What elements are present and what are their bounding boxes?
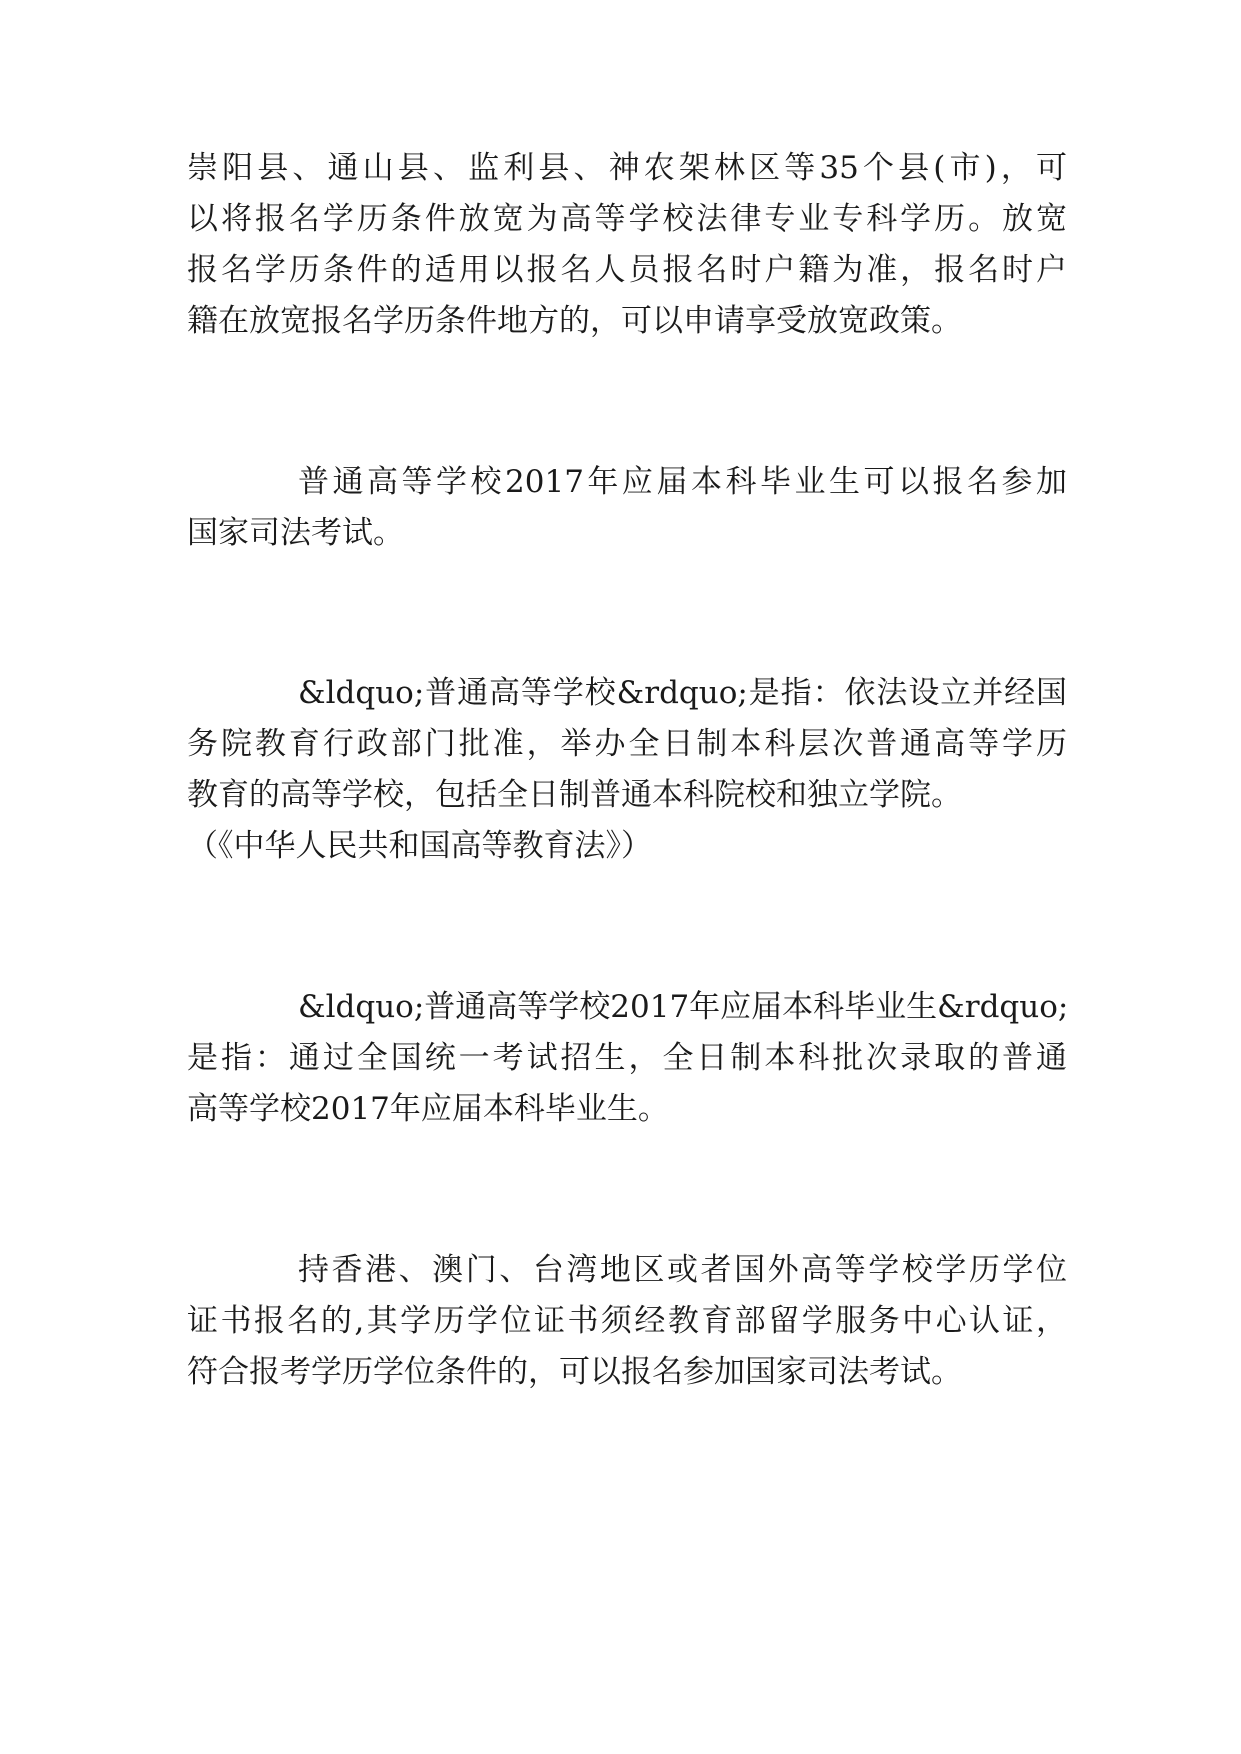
paragraph-4-line-1: &ldquo;普通高等学校2017年应届本科毕业生&rdquo;: [298, 989, 1069, 1025]
paragraph-5-line-2: 证书报名的,其学历学位证书须经教育部留学服务中心认证，: [187, 1303, 1067, 1339]
paragraph-3-line-3: 教育的高等学校，包括全日制普通本科院校和独立学院。: [187, 777, 962, 813]
paragraph-1-line-1: 崇阳县、通山县、监利县、神农架林区等35个县(市)，可: [187, 150, 1067, 186]
paragraph-5-line-1: 持香港、澳门、台湾地区或者国外高等学校学历学位: [298, 1252, 1067, 1288]
paragraph-3-line-4: （《中华人民共和国高等教育法》）: [187, 828, 652, 864]
paragraph-5-line-3: 符合报考学历学位条件的，可以报名参加国家司法考试。: [187, 1354, 962, 1390]
paragraph-1-line-4: 籍在放宽报名学历条件地方的，可以申请享受放宽政策。: [187, 303, 962, 339]
paragraph-3-line-2: 务院教育行政部门批准，举办全日制本科层次普通高等学历: [187, 726, 1067, 762]
paragraph-2-line-1: 普通高等学校2017年应届本科毕业生可以报名参加: [298, 464, 1067, 500]
paragraph-4-line-2: 是指：通过全国统一考试招生，全日制本科批次录取的普通: [187, 1040, 1067, 1076]
paragraph-3-line-1: &ldquo;普通高等学校&rdquo;是指：依法设立并经国: [298, 675, 1067, 711]
paragraph-2-line-2: 国家司法考试。: [187, 515, 404, 551]
paragraph-1-line-2: 以将报名学历条件放宽为高等学校法律专业专科学历。放宽: [187, 201, 1067, 237]
paragraph-1-line-3: 报名学历条件的适用以报名人员报名时户籍为准，报名时户: [187, 252, 1067, 288]
paragraph-4-line-3: 高等学校2017年应届本科毕业生。: [187, 1091, 669, 1127]
